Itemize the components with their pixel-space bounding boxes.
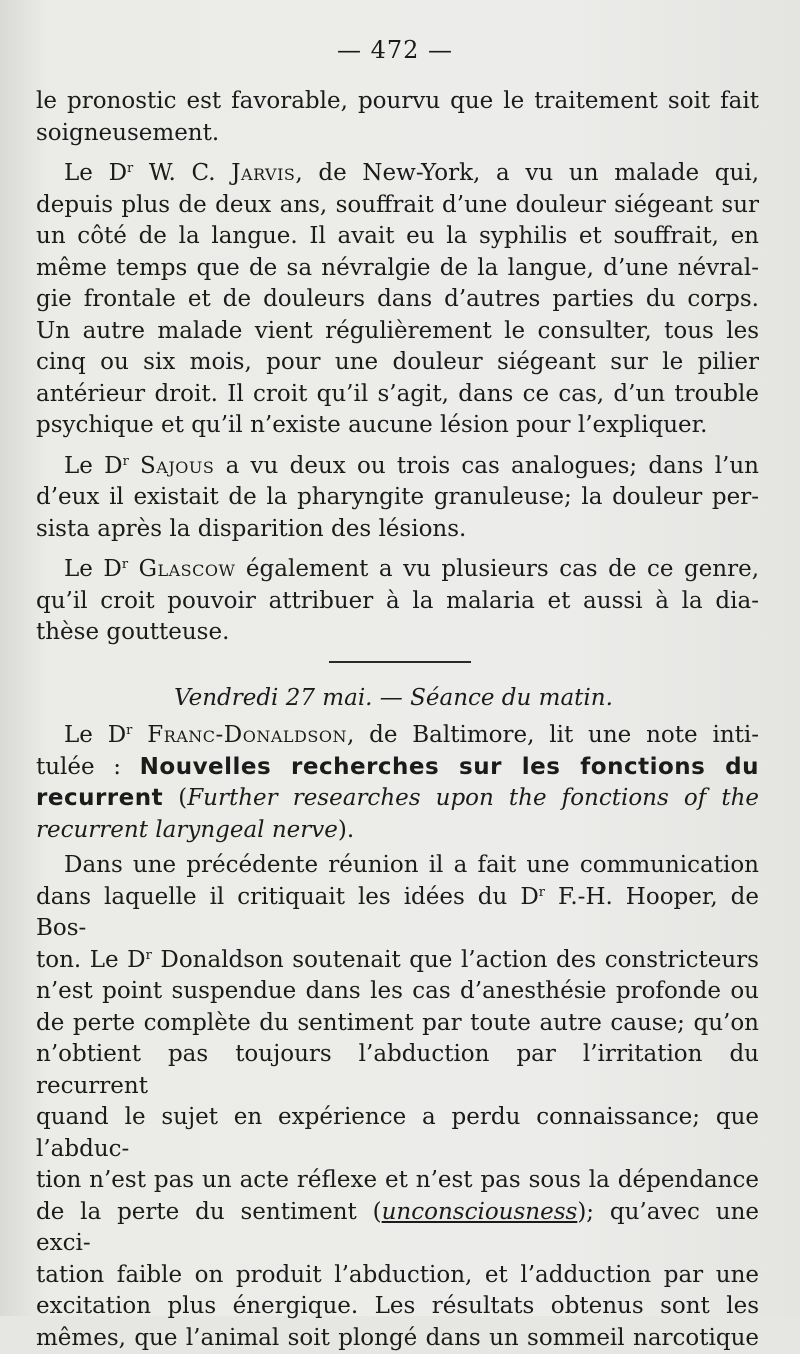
text-line: même temps que de sa névralgie de la langue, d’une névral-: [36, 253, 759, 285]
text-line: [36, 451, 759, 483]
person-name: Sajous: [140, 453, 214, 479]
body-text: [36, 86, 759, 1354]
text-line: le pronostic est favorable, pourvu que le traitement soit fait: [36, 86, 759, 118]
paragraph-glascow: [36, 554, 759, 649]
text-line: sista après la disparition des lésions.: [36, 514, 759, 546]
text-run: a vu deux ou trois cas analogues; dans l’un: [214, 453, 759, 479]
text-line: un côté de la langue. Il avait eu la syphilis et souffrait, en: [36, 221, 759, 253]
text-run: [128, 556, 139, 582]
text-line: qu’il croit pouvoir attribuer à la malaria et aussi à la dia-: [36, 586, 759, 618]
text-line: psychique et qu’il n’existe aucune lésion pour l’expliquer.: [36, 410, 759, 442]
text-line: gie frontale et de douleurs dans d’autres parties du corps.: [36, 284, 759, 316]
person-name: Franc-Donaldson: [147, 722, 347, 748]
text-line: [36, 158, 759, 190]
text-line: d’eux il existait de la pharyngite granuleuse; la douleur per-: [36, 482, 759, 514]
text-line: mêmes, que l’animal soit plongé dans un sommeil narcotique: [36, 1323, 759, 1354]
paragraph-jarvis: [36, 158, 759, 442]
text-run: Le D: [64, 556, 122, 582]
text-line: tion n’est pas un acte réflexe et n’est pas sous la dépendance: [36, 1165, 759, 1197]
superscript: r: [127, 161, 133, 176]
text-line: Un autre malade vient régulièrement le consulter, tous les: [36, 316, 759, 348]
paragraph-1: [36, 86, 759, 149]
text-run: Le D: [64, 722, 126, 748]
paragraph-donaldson: [36, 720, 759, 846]
text-run: F.-H. Hooper, de Bos-: [36, 884, 759, 942]
person-name: Jarvis: [231, 160, 295, 186]
text-run: Le D: [64, 160, 127, 186]
english-title: Further researches upon the fonctions of the: [187, 785, 759, 811]
text-line: [36, 882, 759, 945]
text-run: , de New-York, a vu un malade qui,: [295, 160, 759, 186]
text-line: n’obtient pas toujours l’abduction par l’irritation du recurrent: [36, 1039, 759, 1102]
text-run: , de Baltimore, lit une note inti-: [347, 722, 759, 748]
text-line: soigneusement.: [36, 118, 759, 150]
text-line: cinq ou six mois, pour une douleur siégeant sur le pilier: [36, 347, 759, 379]
text-line: thèse goutteuse.: [36, 617, 759, 649]
text-run: W. C.: [133, 160, 231, 186]
text-line: depuis plus de deux ans, souffrait d’une douleur siégeant sur: [36, 190, 759, 222]
text-line: n’est point suspendue dans les cas d’anesthésie profonde ou: [36, 976, 759, 1008]
english-term: unconsciousness: [382, 1199, 578, 1225]
text-line: quand le sujet en expérience a perdu connaissance; que l’abduc-: [36, 1102, 759, 1165]
text-run: [132, 722, 147, 748]
text-run: ton. Le D: [36, 947, 146, 973]
superscript: r: [122, 557, 128, 572]
section-divider: [329, 661, 471, 663]
superscript: r: [126, 723, 132, 738]
text-run: tulée :: [36, 754, 140, 780]
text-run: également a vu plusieurs cas de ce genre,: [235, 556, 759, 582]
paper-title: Nouvelles recherches sur les fonctions du: [140, 754, 759, 780]
paragraph-previous-meeting: [36, 850, 759, 1354]
person-name: Glascow: [139, 556, 236, 582]
text-line: Dans une précédente réunion il a fait une communication: [36, 850, 759, 882]
text-run: ); qu’avec une exci-: [36, 1199, 759, 1257]
superscript: r: [123, 454, 129, 469]
paragraph-sajous: [36, 451, 759, 546]
text-line: [36, 945, 759, 977]
session-heading: Vendredi 27 mai. — Séance du matin.: [36, 683, 759, 715]
superscript: r: [539, 885, 545, 900]
text-line: [36, 783, 759, 815]
text-line: excitation plus énergique. Les résultats obtenus sont les: [36, 1291, 759, 1323]
page-number: — 472 —: [0, 36, 790, 64]
text-run: Le D: [64, 453, 123, 479]
text-run: Donaldson soutenait que l’action des constricteurs: [152, 947, 759, 973]
text-run: [129, 453, 140, 479]
english-title: recurrent laryngeal nerve: [36, 817, 338, 843]
text-line: [36, 815, 759, 847]
text-run: dans laquelle il critiquait les idées du D: [36, 884, 539, 910]
text-run: de la perte du sentiment (: [36, 1199, 382, 1225]
superscript: r: [146, 948, 152, 963]
text-run: ).: [338, 817, 354, 843]
text-line: de perte complète du sentiment par toute autre cause; qu’on: [36, 1008, 759, 1040]
text-line: [36, 720, 759, 752]
text-line: [36, 752, 759, 784]
paper-title: recurrent: [36, 785, 163, 811]
text-run: (: [163, 785, 187, 811]
text-line: [36, 1197, 759, 1260]
text-line: antérieur droit. Il croit qu’il s’agit, dans ce cas, d’un trouble: [36, 379, 759, 411]
text-line: [36, 554, 759, 586]
text-line: tation faible on produit l’abduction, et l’adduction par une: [36, 1260, 759, 1292]
